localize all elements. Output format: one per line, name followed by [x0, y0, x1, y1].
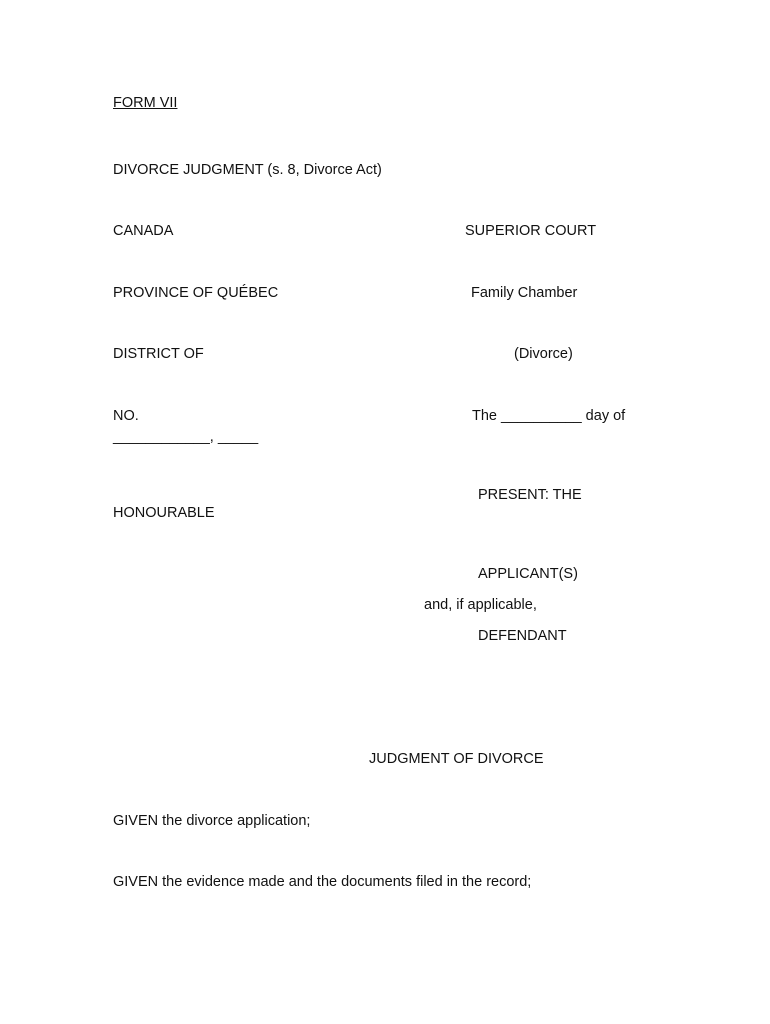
form-subtitle: DIVORCE JUDGMENT (s. 8, Divorce Act) [113, 162, 382, 178]
honourable-label: HONOURABLE [113, 505, 215, 521]
present-label: PRESENT: THE [478, 487, 582, 503]
court-chamber: Family Chamber [471, 285, 578, 301]
file-number-label: NO. [113, 408, 139, 424]
file-number-blank: ____________, _____ [113, 429, 259, 445]
jurisdiction-country: CANADA [113, 223, 174, 239]
district-label: DISTRICT OF [113, 346, 204, 362]
court-name: SUPERIOR COURT [465, 223, 597, 239]
divorce-label: (Divorce) [514, 346, 573, 362]
judgment-date-line: The __________ day of [472, 408, 626, 424]
form-title: FORM VII [113, 95, 178, 111]
applicants-label: APPLICANT(S) [478, 566, 578, 582]
judgment-heading: JUDGMENT OF DIVORCE [369, 751, 544, 767]
given-clause-1: GIVEN the divorce application; [113, 813, 311, 829]
given-clause-2: GIVEN the evidence made and the documents filed in the record; [113, 874, 532, 890]
defendant-label: DEFENDANT [478, 628, 567, 644]
jurisdiction-province: PROVINCE OF QUÉBEC [113, 285, 279, 301]
if-applicable-label: and, if applicable, [424, 597, 537, 613]
